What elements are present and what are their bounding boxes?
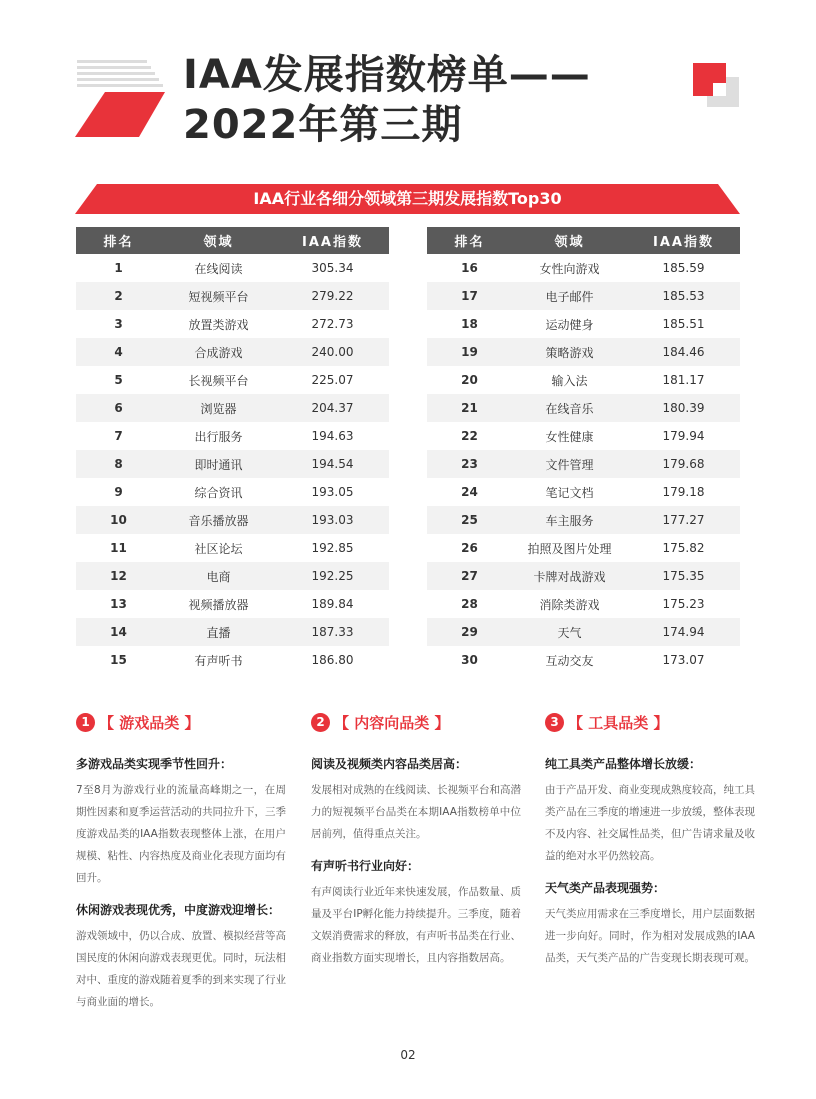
rank-cell: 9 — [114, 485, 123, 499]
table-row — [427, 450, 740, 478]
field-cell: 消除类游戏 — [539, 597, 600, 612]
field-cell: 综合资讯 — [194, 485, 243, 500]
category-heading — [76, 710, 286, 734]
header-field: 领域 — [161, 227, 276, 254]
rank-cell: 30 — [461, 653, 478, 667]
table-row — [76, 646, 389, 674]
table-row — [76, 366, 389, 394]
rank-cell: 18 — [461, 317, 478, 331]
header-field: 领域 — [512, 227, 627, 254]
rank-cell: 22 — [461, 429, 478, 443]
table-row — [76, 506, 389, 534]
header-stripes-decoration — [75, 60, 165, 140]
header-index: IAA指数 — [276, 227, 389, 254]
rank-cell: 1 — [114, 261, 123, 275]
rank-cell: 20 — [461, 373, 478, 387]
header-index: IAA指数 — [627, 227, 740, 254]
field-cell: 在线音乐 — [512, 394, 627, 422]
index-cell: 179.18 — [662, 485, 705, 499]
table-row — [76, 590, 389, 618]
category-heading — [311, 710, 521, 734]
table-row — [76, 394, 389, 422]
rank-cell: 16 — [461, 261, 478, 275]
header-rank: 排名 — [76, 227, 161, 254]
index-cell: 194.54 — [276, 450, 389, 478]
rank-cell: 27 — [427, 562, 512, 590]
rank-cell: 21 — [427, 394, 512, 422]
field-cell: 浏览器 — [161, 394, 276, 422]
rank-cell: 14 — [76, 618, 161, 646]
index-cell: 305.34 — [311, 261, 354, 275]
field-cell: 社区论坛 — [194, 541, 243, 556]
field-cell: 天气 — [512, 618, 627, 646]
section-subtitle: 多游戏品类实现季节性回升： — [76, 757, 233, 771]
rank-cell: 25 — [427, 506, 512, 534]
rank-cell: 12 — [76, 562, 161, 590]
rank-cell: 19 — [427, 338, 512, 366]
ranking-table-right — [427, 227, 740, 674]
section-text: 由于产品开发、商业变现成熟度较高，纯工具类产品在三季度的增速进一步放缓，整体表现不及内容、社交属性品类，但广告请求量及收益的绝对水平仍然较高。 — [545, 784, 755, 862]
table-row — [76, 478, 389, 506]
index-cell: 177.27 — [627, 506, 740, 534]
field-cell: 输入法 — [551, 373, 588, 388]
category-heading — [545, 710, 755, 734]
table-row — [76, 282, 389, 310]
section-subtitle: 阅读及视频类内容品类居高： — [311, 757, 468, 771]
field-cell: 直播 — [161, 618, 276, 646]
index-cell: 173.07 — [662, 653, 705, 667]
table-row — [427, 338, 740, 366]
field-cell: 笔记文档 — [545, 485, 594, 500]
index-cell: 179.68 — [627, 450, 740, 478]
rank-cell: 17 — [427, 282, 512, 310]
table-row — [427, 506, 740, 534]
section-subtitle: 天气类产品表现强势： — [545, 881, 666, 895]
rank-cell: 28 — [461, 597, 478, 611]
table-header-row — [76, 227, 389, 254]
table-row — [427, 590, 740, 618]
category-tools — [545, 710, 755, 969]
category-title: 【 内容向品类 】 — [334, 713, 450, 732]
category-title: 【 工具品类 】 — [568, 713, 669, 732]
section-text: 发展相对成熟的在线阅读、长视频平台和高潜力的短视频平台品类在本期IAA指数榜单中位居前列，值得重点关注。 — [311, 784, 521, 840]
table-row — [427, 646, 740, 674]
field-cell: 车主服务 — [512, 506, 627, 534]
table-row — [76, 422, 389, 450]
index-cell: 175.35 — [627, 562, 740, 590]
index-cell: 185.59 — [662, 261, 705, 275]
table-row — [76, 562, 389, 590]
rank-cell: 5 — [114, 373, 123, 387]
table-row — [427, 310, 740, 338]
table-row — [427, 394, 740, 422]
category-games — [76, 710, 286, 1013]
header-rank: 排名 — [427, 227, 512, 254]
index-cell: 193.03 — [276, 506, 389, 534]
table-row — [427, 562, 740, 590]
index-cell: 194.63 — [311, 429, 354, 443]
rank-cell: 11 — [110, 541, 127, 555]
table-row — [76, 310, 389, 338]
category-number-badge: 3 — [545, 713, 564, 732]
rank-cell: 29 — [427, 618, 512, 646]
index-cell: 184.46 — [627, 338, 740, 366]
table-row — [427, 534, 740, 562]
category-title: 【 游戏品类 】 — [99, 713, 200, 732]
index-cell: 272.73 — [311, 317, 354, 331]
field-cell: 运动健身 — [545, 317, 594, 332]
field-cell: 长视频平台 — [188, 373, 249, 388]
index-cell: 186.80 — [311, 653, 354, 667]
index-cell: 192.85 — [311, 541, 354, 555]
rank-cell: 3 — [114, 317, 123, 331]
field-cell: 合成游戏 — [161, 338, 276, 366]
table-header-row — [427, 227, 740, 254]
field-cell: 电子邮件 — [512, 282, 627, 310]
page-title-line1: IAA发展指数榜单—— — [183, 52, 591, 98]
table-row — [76, 338, 389, 366]
section-subtitle: 纯工具类产品整体增长放缓： — [545, 757, 702, 771]
category-number-badge: 2 — [311, 713, 330, 732]
section-text: 有声阅读行业近年来快速发展，作品数量、质量及平台IP孵化能力持续提升。三季度，随着文娱消费需求的释放，有声听书品类在行业、商业指数方面实现增长，且内容指数居高。 — [311, 886, 521, 964]
table-row — [427, 282, 740, 310]
field-cell: 女性健康 — [545, 429, 594, 444]
rank-cell: 10 — [76, 506, 161, 534]
table-row — [427, 422, 740, 450]
field-cell: 卡牌对战游戏 — [512, 562, 627, 590]
table-banner — [75, 184, 740, 214]
field-cell: 文件管理 — [512, 450, 627, 478]
index-cell: 240.00 — [276, 338, 389, 366]
section-subtitle: 休闲游戏表现优秀，中度游戏迎增长： — [76, 903, 281, 917]
banner-title: IAA行业各细分领域第三期发展指数Top30 — [253, 189, 562, 208]
index-cell: 225.07 — [311, 373, 354, 387]
section-text: 天气类应用需求在三季度增长，用户层面数据进一步向好。同时，作为相对发展成熟的IAA品类，天气类产品的广告变现长期表现可观。 — [545, 908, 755, 964]
index-cell: 179.94 — [662, 429, 705, 443]
field-cell: 短视频平台 — [161, 282, 276, 310]
section-text: 7至8月为游戏行业的流量高峰期之一，在周期性因素和夏季运营活动的共同拉升下，三季度游戏品类的IAA指数表现整体上涨，在用户规模、粘性、内容热度及商业化表现方面均有回升。 — [76, 784, 286, 884]
index-cell: 175.82 — [662, 541, 705, 555]
index-cell: 175.23 — [662, 597, 705, 611]
index-cell: 193.05 — [311, 485, 354, 499]
field-cell: 音乐播放器 — [161, 506, 276, 534]
page-number: 02 — [400, 1048, 416, 1062]
table-row — [76, 534, 389, 562]
table-row — [76, 618, 389, 646]
field-cell: 互动交友 — [545, 653, 594, 668]
field-cell: 拍照及图片处理 — [527, 541, 612, 556]
index-cell: 279.22 — [276, 282, 389, 310]
rank-cell: 26 — [461, 541, 478, 555]
section-text: 游戏领域中，仍以合成、放置、模拟经营等高国民度的休闲向游戏表现更优。同时，玩法相对中、重度的游戏随着夏季的到来实现了行业与商业面的增长。 — [76, 930, 286, 1008]
ranking-table-left — [76, 227, 389, 674]
field-cell: 有声听书 — [194, 653, 243, 668]
field-cell: 电商 — [161, 562, 276, 590]
index-cell: 181.17 — [662, 373, 705, 387]
index-cell: 185.51 — [662, 317, 705, 331]
field-cell: 女性向游戏 — [539, 261, 600, 276]
table-row — [427, 478, 740, 506]
rank-cell: 4 — [76, 338, 161, 366]
index-cell: 174.94 — [627, 618, 740, 646]
index-cell: 204.37 — [276, 394, 389, 422]
field-cell: 即时通讯 — [161, 450, 276, 478]
table-row — [427, 366, 740, 394]
category-number-badge: 1 — [76, 713, 95, 732]
page-title — [183, 50, 591, 150]
rank-cell: 23 — [427, 450, 512, 478]
rank-cell: 2 — [76, 282, 161, 310]
field-cell: 视频播放器 — [188, 597, 249, 612]
rank-cell: 15 — [110, 653, 127, 667]
rank-cell: 6 — [76, 394, 161, 422]
rank-cell: 7 — [114, 429, 123, 443]
table-row — [427, 254, 740, 282]
section-subtitle: 有声听书行业向好： — [311, 859, 420, 873]
field-cell: 出行服务 — [194, 429, 243, 444]
field-cell: 在线阅读 — [194, 261, 243, 276]
field-cell: 放置类游戏 — [188, 317, 249, 332]
table-row — [427, 618, 740, 646]
index-cell: 187.33 — [276, 618, 389, 646]
table-row — [76, 450, 389, 478]
category-content — [311, 710, 521, 969]
field-cell: 策略游戏 — [512, 338, 627, 366]
rank-cell: 24 — [461, 485, 478, 499]
corner-logo-icon — [693, 63, 741, 108]
rank-cell: 8 — [76, 450, 161, 478]
rank-cell: 13 — [110, 597, 127, 611]
table-row — [76, 254, 389, 282]
index-cell: 180.39 — [627, 394, 740, 422]
index-cell: 192.25 — [276, 562, 389, 590]
index-cell: 185.53 — [627, 282, 740, 310]
index-cell: 189.84 — [311, 597, 354, 611]
page-title-line2: 2022年第三期 — [183, 102, 463, 148]
